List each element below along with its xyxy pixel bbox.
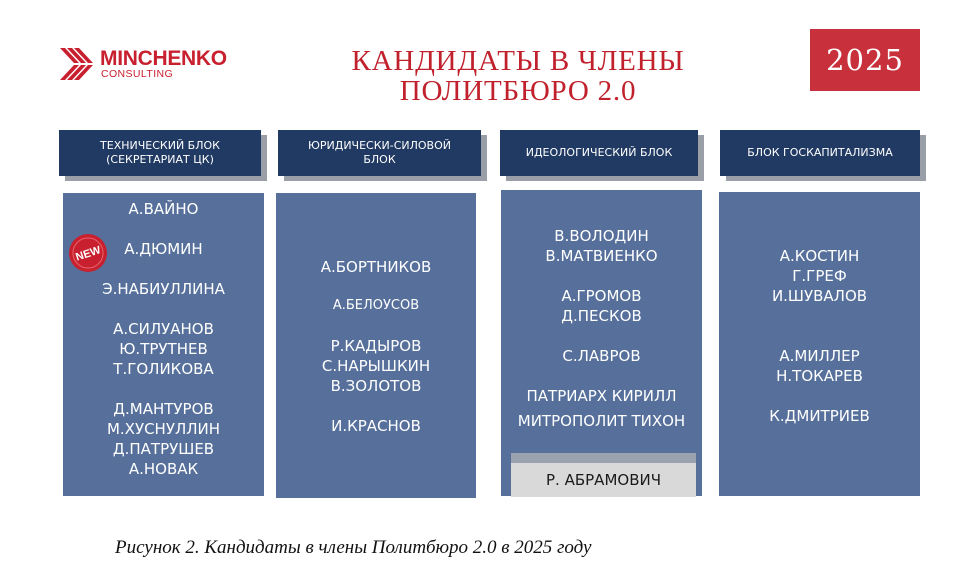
- candidate-name: А.СИЛУАНОВ: [113, 320, 214, 338]
- header-line: БЛОК ГОСКАПИТАЛИЗМА: [747, 146, 893, 159]
- header-line: БЛОК: [363, 153, 396, 166]
- minchenko-logo: [60, 46, 230, 82]
- candidate-name: Ю.ТРУТНЕВ: [119, 340, 208, 358]
- column-legal-security-block: [276, 193, 476, 498]
- new-badge-label: NEW: [74, 244, 103, 264]
- candidate-name: С.ЛАВРОВ: [562, 347, 641, 365]
- header-line: ТЕХНИЧЕСКИЙ БЛОК: [100, 139, 220, 152]
- column-state-capitalism-block: [719, 192, 920, 496]
- header-technical-block: [59, 130, 261, 176]
- header-legal-security-block: [278, 130, 481, 176]
- header-line: ИДЕОЛОГИЧЕСКИЙ БЛОК: [525, 146, 673, 159]
- year-badge: 2025: [810, 29, 920, 91]
- candidate-name: Д.МАНТУРОВ: [113, 400, 214, 418]
- candidate-name: А.ДЮМИН: [124, 240, 203, 258]
- chevron-stripes-icon: [60, 46, 96, 82]
- candidate-name: М.ХУСНУЛЛИН: [106, 420, 221, 438]
- title-line-1: КАНДИДАТЫ В ЧЛЕНЫ: [351, 45, 685, 77]
- candidate-name: Р.КАДЫРОВ: [330, 337, 422, 355]
- note-box: Р. АБРАМОВИЧ: [511, 463, 696, 497]
- candidate-name: МИТРОПОЛИТ ТИХОН: [517, 412, 686, 430]
- candidate-name: А.БОРТНИКОВ: [320, 258, 432, 276]
- new-badge-icon: [68, 233, 108, 273]
- candidate-name: А.МИЛЛЕР: [779, 347, 860, 365]
- candidate-name: В.ВОЛОДИН: [554, 227, 649, 245]
- candidate-name: А.КОСТИН: [779, 247, 860, 265]
- note-divider: [511, 453, 696, 463]
- candidate-name: В.МАТВИЕНКО: [545, 247, 658, 265]
- title-line-2: ПОЛИТБЮРО 2.0: [399, 75, 637, 107]
- candidate-name: А.ГРОМОВ: [561, 287, 642, 305]
- header-line: (СЕКРЕТАРИАТ ЦК): [106, 153, 214, 166]
- candidate-name: А.БЕЛОУСОВ: [332, 298, 420, 313]
- candidate-name: Н.ТОКАРЕВ: [776, 367, 863, 385]
- candidate-name: А.ВАЙНО: [128, 200, 199, 218]
- candidate-name: И.ШУВАЛОВ: [771, 287, 868, 305]
- candidate-name: Д.ПЕСКОВ: [561, 307, 642, 325]
- candidate-name: А.НОВАК: [128, 460, 199, 478]
- candidate-name: К.ДМИТРИЕВ: [769, 407, 870, 425]
- candidate-name: Т.ГОЛИКОВА: [113, 360, 214, 378]
- candidate-name: С.НАРЫШКИН: [321, 357, 431, 375]
- candidate-name: Г.ГРЕФ: [792, 267, 847, 285]
- candidate-name: Д.ПАТРУШЕВ: [112, 440, 215, 458]
- figure-caption: Рисунок 2. Кандидаты в члены Политбюро 2.0 в 2025 году: [115, 537, 592, 558]
- column-ideological-block: [501, 190, 702, 496]
- candidate-name: В.ЗОЛОТОВ: [330, 377, 422, 395]
- candidate-name: Э.НАБИУЛЛИНА: [102, 280, 225, 298]
- header-line: ЮРИДИЧЕСКИ-СИЛОВОЙ: [307, 139, 451, 152]
- candidate-name: ПАТРИАРХ КИРИЛЛ: [526, 387, 677, 405]
- header-state-capitalism-block: [720, 130, 920, 176]
- page-title: [298, 46, 738, 106]
- logo-name: MINCHENKO: [100, 47, 227, 70]
- header-ideological-block: [500, 130, 698, 176]
- logo-subtitle: CONSULTING: [101, 68, 174, 80]
- candidate-name: И.КРАСНОВ: [331, 417, 421, 435]
